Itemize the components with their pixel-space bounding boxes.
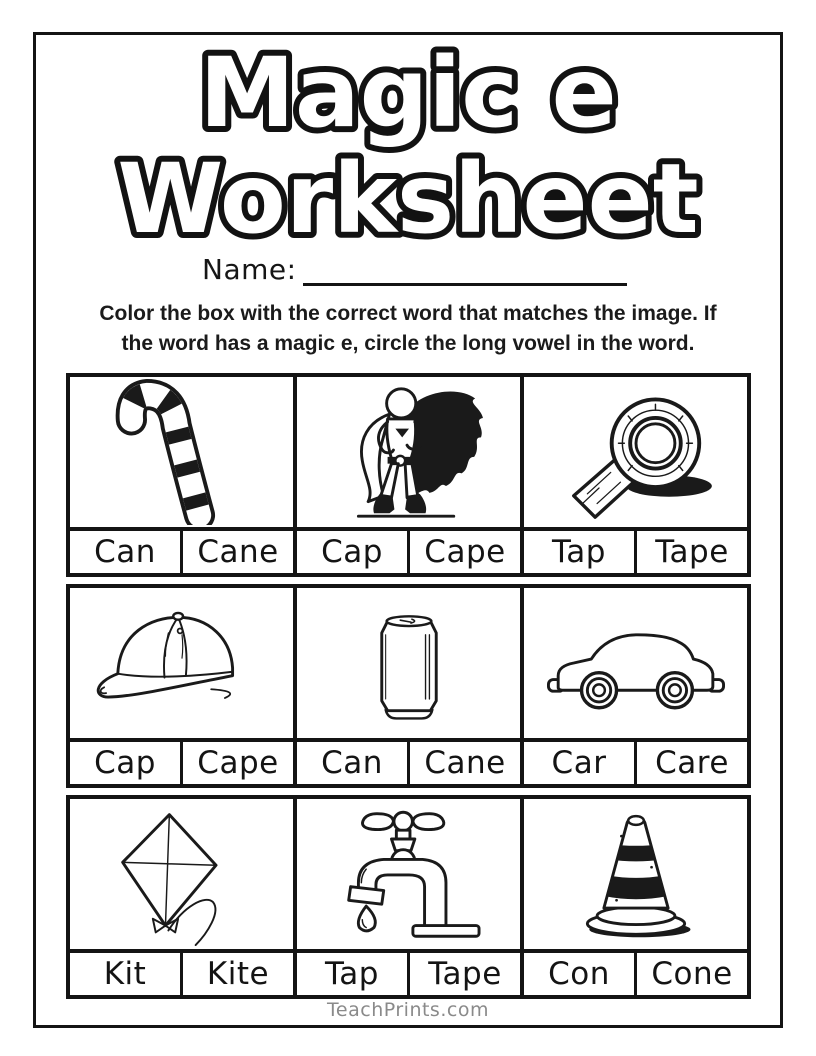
instructions-line-2: the word has a magic e, circle the long vowel in the word. — [121, 332, 695, 355]
word-option[interactable]: Car — [551, 745, 607, 781]
cell-tap — [293, 795, 524, 999]
car-image — [529, 590, 743, 736]
cell-superhero — [293, 373, 524, 577]
instructions — [0, 299, 816, 359]
cell-can — [293, 584, 524, 788]
word-choice-row — [520, 953, 751, 999]
candy-cane-image — [75, 379, 289, 525]
image-box — [293, 584, 524, 742]
grid-row-2 — [66, 584, 753, 788]
image-box — [293, 795, 524, 953]
image-box — [66, 795, 297, 953]
footer-credit: TeachPrints.com — [327, 999, 489, 1021]
worksheet-title — [0, 0, 816, 262]
grid-row-3 — [66, 795, 753, 999]
image-box — [66, 373, 297, 531]
word-option[interactable]: Kit — [103, 956, 147, 992]
word-choice-row — [520, 742, 751, 788]
word-option[interactable]: Tape — [634, 531, 747, 573]
worksheet-grid — [66, 373, 753, 999]
word-choice-row — [520, 531, 751, 577]
word-choice-row — [293, 742, 524, 788]
cell-car — [520, 584, 751, 788]
word-option[interactable]: Tap — [325, 956, 379, 992]
word-choice-row — [66, 742, 297, 788]
word-choice-row — [293, 953, 524, 999]
word-option[interactable]: Can — [321, 745, 383, 781]
word-option[interactable]: Kite — [180, 953, 293, 995]
word-option[interactable]: Can — [94, 534, 156, 570]
cell-candy-cane — [66, 373, 297, 577]
word-option[interactable]: Con — [548, 956, 610, 992]
word-choice-row — [66, 953, 297, 999]
soda-can-image — [302, 590, 516, 736]
word-option[interactable]: Cape — [180, 742, 293, 784]
word-option[interactable]: Cap — [94, 745, 156, 781]
image-box — [66, 584, 297, 742]
tape-roll-image — [529, 379, 743, 525]
traffic-cone-image — [529, 801, 743, 947]
word-option[interactable]: Tap — [552, 534, 606, 570]
instructions-line-1: Color the box with the correct word that matches the image. If — [99, 302, 717, 325]
image-box — [520, 584, 751, 742]
superhero-with-cape-image — [302, 379, 516, 525]
image-box — [293, 373, 524, 531]
cell-tape — [520, 373, 751, 577]
name-row — [202, 250, 627, 286]
word-option[interactable]: Cone — [634, 953, 747, 995]
kite-image — [75, 801, 289, 947]
name-label: Name: — [202, 253, 297, 286]
baseball-cap-image — [75, 590, 289, 736]
word-choice-row — [66, 531, 297, 577]
name-blank-line[interactable] — [303, 250, 627, 286]
word-choice-row — [293, 531, 524, 577]
cell-cap — [66, 584, 297, 788]
grid-row-1 — [66, 373, 753, 577]
word-option[interactable]: Tape — [407, 953, 520, 995]
image-box — [520, 795, 751, 953]
word-option[interactable]: Care — [634, 742, 747, 784]
word-option[interactable]: Cane — [407, 742, 520, 784]
water-tap-image — [302, 801, 516, 947]
image-box — [520, 373, 751, 531]
word-option[interactable]: Cape — [407, 531, 520, 573]
word-option[interactable]: Cane — [180, 531, 293, 573]
title-line-1: Magic e — [199, 37, 617, 149]
word-option[interactable]: Cap — [321, 534, 383, 570]
cell-kite — [66, 795, 297, 999]
cell-cone — [520, 795, 751, 999]
title-line-2: Worksheet — [117, 143, 699, 255]
